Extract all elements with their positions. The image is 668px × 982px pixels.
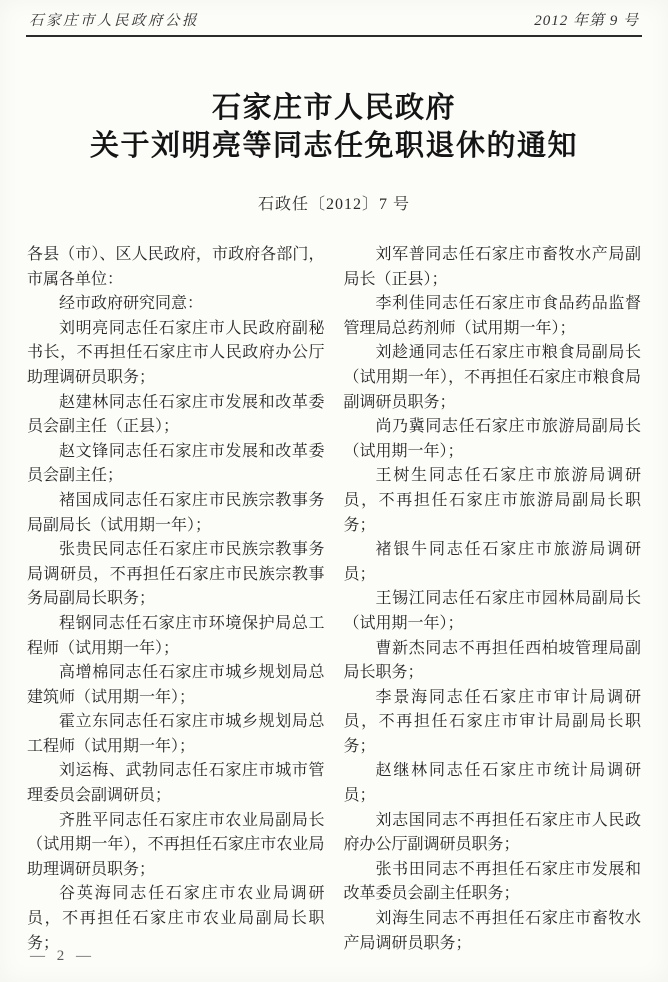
document-title bbox=[0, 89, 668, 165]
body-paragraph: 程钢同志任石家庄市环境保护局总工程师（试用期一年）； bbox=[27, 614, 325, 657]
body-paragraph: 赵继林同志任石家庄市统计局调研员； bbox=[343, 762, 641, 805]
body-paragraph: 王树生同志任石家庄市旅游局调研员，不再担任石家庄市旅游局副局长职务； bbox=[343, 467, 641, 534]
page-number: — 2 — bbox=[30, 948, 95, 964]
body-paragraph: 刘明亮同志任石家庄市人民政府副秘书长，不再担任石家庄市人民政府办公厅助理调研员职务； bbox=[27, 319, 325, 386]
body-paragraph: 刘军普同志任石家庄市畜牧水产局副局长（正县）； bbox=[343, 246, 641, 288]
document-title-line2: 关于刘明亮等同志任免职退休的通知 bbox=[89, 130, 578, 162]
page-header bbox=[26, 0, 642, 37]
right-column bbox=[344, 243, 642, 956]
document-title-line1: 石家庄市人民政府 bbox=[211, 92, 456, 124]
body-paragraph: 赵文锋同志任石家庄市发展和改革委员会副主任； bbox=[27, 442, 325, 485]
body-paragraph: 刘运梅、武勃同志任石家庄市城市管理委员会副调研员； bbox=[27, 762, 325, 805]
body-paragraph: 齐胜平同志任石家庄市农业局副局长（试用期一年），不再担任石家庄市农业局助理调研员职务； bbox=[27, 811, 325, 878]
body-paragraph: 经市政府研究同意： bbox=[59, 295, 204, 313]
body-paragraph: 赵建林同志任石家庄市发展和改革委员会副主任（正县）； bbox=[27, 393, 325, 436]
body-paragraph: 张书田同志不再担任石家庄市发展和改革委员会副主任职务； bbox=[343, 860, 641, 903]
body-paragraph: 王锡江同志任石家庄市园林局副局长（试用期一年）； bbox=[343, 590, 641, 632]
issue-number: 2012 年第 9 号 bbox=[534, 13, 639, 29]
body-columns bbox=[27, 243, 641, 956]
left-column bbox=[27, 243, 325, 956]
body-paragraph: 褚银牛同志任石家庄市旅游局调研员； bbox=[343, 541, 641, 583]
publication-title: 石家庄市人民政府公报 bbox=[29, 13, 199, 29]
body-paragraph: 谷英海同志任石家庄市农业局调研员，不再担任石家庄市农业局副局长职务； bbox=[27, 885, 325, 952]
body-paragraph: 刘志国同志不再担任石家庄市人民政府办公厅副调研员职务； bbox=[343, 811, 641, 854]
body-paragraph: 李景海同志任石家庄市审计局调研员，不再担任石家庄市审计局副局长职务； bbox=[343, 688, 641, 755]
body-paragraph: 霍立东同志任石家庄市城乡规划局总工程师（试用期一年）； bbox=[27, 713, 325, 755]
document-number: 石政任〔2012〕7 号 bbox=[257, 196, 410, 213]
body-paragraph: 各县（市）、区人民政府，市政府各部门，市属各单位： bbox=[27, 246, 325, 288]
body-paragraph: 褚国成同志任石家庄市民族宗教事务局副局长（试用期一年）； bbox=[27, 491, 325, 534]
body-paragraph: 高增棉同志任石家庄市城乡规划局总建筑师（试用期一年）； bbox=[27, 664, 325, 706]
body-paragraph: 张贵民同志任石家庄市民族宗教事务局调研员，不再担任石家庄市民族宗教事务局副局长职务； bbox=[27, 541, 325, 608]
body-paragraph: 刘趁通同志任石家庄市粮食局副局长（试用期一年），不再担任石家庄市粮食局副调研员职务； bbox=[343, 344, 641, 411]
body-paragraph: 曹新杰同志不再担任西柏坡管理局副局长职务； bbox=[343, 639, 641, 682]
body-paragraph: 刘海生同志不再担任石家庄市畜牧水产局调研员职务； bbox=[343, 910, 641, 952]
body-paragraph: 李利佳同志任石家庄市食品药品监督管理局总药剂师（试用期一年）； bbox=[343, 295, 641, 337]
body-paragraph: 尚乃冀同志任石家庄市旅游局副局长（试用期一年）； bbox=[343, 418, 641, 460]
